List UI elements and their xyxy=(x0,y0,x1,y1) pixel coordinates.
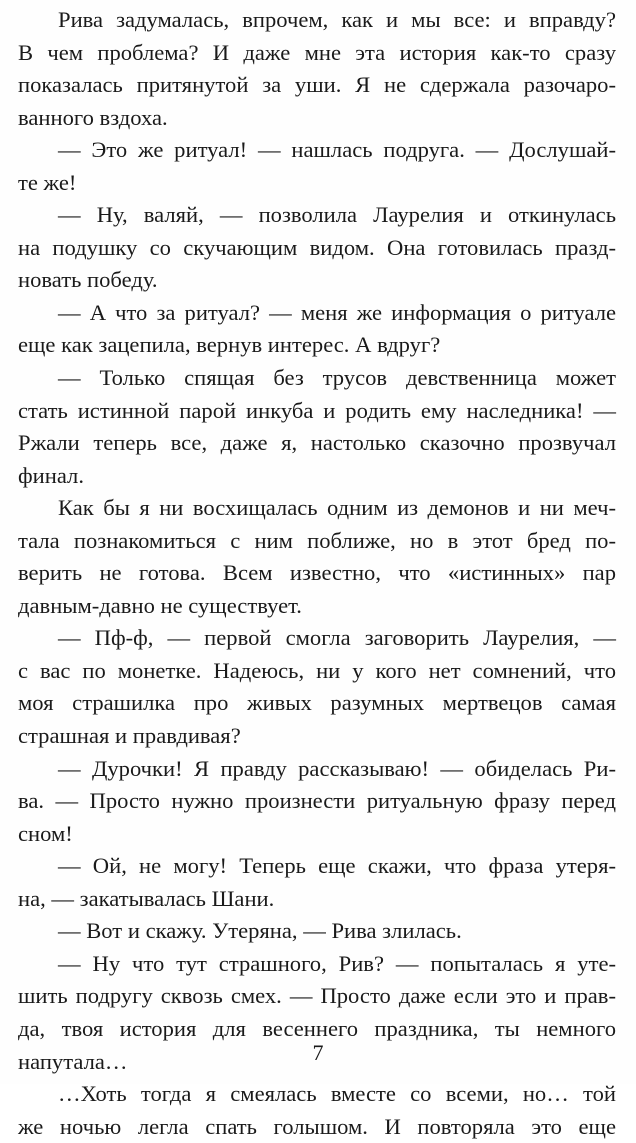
text-line: стать истинной парой инкуба и родить ему наследника! — xyxy=(18,397,616,423)
text-line: Ржали теперь все, даже я, настолько сказочно прозвучал xyxy=(18,430,616,456)
text-line: моя страшилка про живых разумных мертвецов самая xyxy=(18,690,616,716)
text-line: напутала… xyxy=(18,1048,128,1074)
text-line: новать победу. xyxy=(18,267,158,293)
text-line: — Только спящая без трусов девственница может xyxy=(58,365,616,391)
text-line: тала познакомиться с ним поближе, но в этот бред по- xyxy=(18,527,616,553)
text-line: — Ой, не могу! Теперь еще скажи, что фраза утеря- xyxy=(58,853,616,879)
text-line: на, — закатывалась Шани. xyxy=(18,885,275,911)
text-line: сном! xyxy=(18,820,73,846)
text-line: — Дурочки! Я правду рассказываю! — обиделась Ри- xyxy=(58,755,616,781)
text-line: давным-давно не существует. xyxy=(18,592,302,618)
text-line: финал. xyxy=(18,462,84,488)
body-text xyxy=(18,4,616,1143)
text-line: Как бы я ни восхищалась одним из демонов и ни меч- xyxy=(58,495,616,521)
text-line: — Ну, валяй, — позволила Лаурелия и откинулась xyxy=(58,202,616,228)
text-line: верить не готова. Всем известно, что «истинных» пар xyxy=(18,560,616,586)
text-line: — Это же ритуал! — нашлась подруга. — Дослушай- xyxy=(58,137,616,163)
text-line: да, твоя история для весеннего праздника, ты немного xyxy=(18,1015,616,1041)
text-line: ва. — Просто нужно произнести ритуальную фразу перед xyxy=(18,788,616,814)
text-line: же ночью легла спать голышом. И повторяла это еще xyxy=(18,1113,616,1139)
text-line: показалась притянутой за уши. Я не сдержала разочаро- xyxy=(18,72,616,98)
text-line: на подушку со скучающим видом. Она готовилась празд- xyxy=(18,234,616,260)
text-line: те же! xyxy=(18,169,77,195)
text-line: с вас по монетке. Надеюсь, ни у кого нет сомнений, что xyxy=(18,657,616,683)
text-line: Рива задумалась, впрочем, как и мы все: и вправду? xyxy=(58,7,616,32)
text-line: — Вот и скажу. Утеряна, — Рива злилась. xyxy=(58,918,462,944)
text-line: — Ну что тут страшного, Рив? — попыталась я уте- xyxy=(58,950,616,976)
text-line: шить подругу сквозь смех. — Просто даже если это и прав- xyxy=(18,983,616,1009)
text-line: — А что за ритуал? — меня же информация о ритуале xyxy=(58,299,616,325)
page-number: 7 xyxy=(312,1040,324,1065)
text-line: страшная и правдивая? xyxy=(18,723,241,749)
text-line: — Пф-ф, — первой смогла заговорить Лаурелия, — xyxy=(58,625,616,651)
text-line: еще как зацепила, вернув интерес. А вдруг? xyxy=(18,332,441,358)
text-line: В чем проблема? И даже мне эта история как-то сразу xyxy=(18,39,616,65)
text-line: …Хоть тогда я смеялась вместе со всеми, но… той xyxy=(58,1081,616,1107)
text-line: ванного вздоха. xyxy=(18,104,168,130)
